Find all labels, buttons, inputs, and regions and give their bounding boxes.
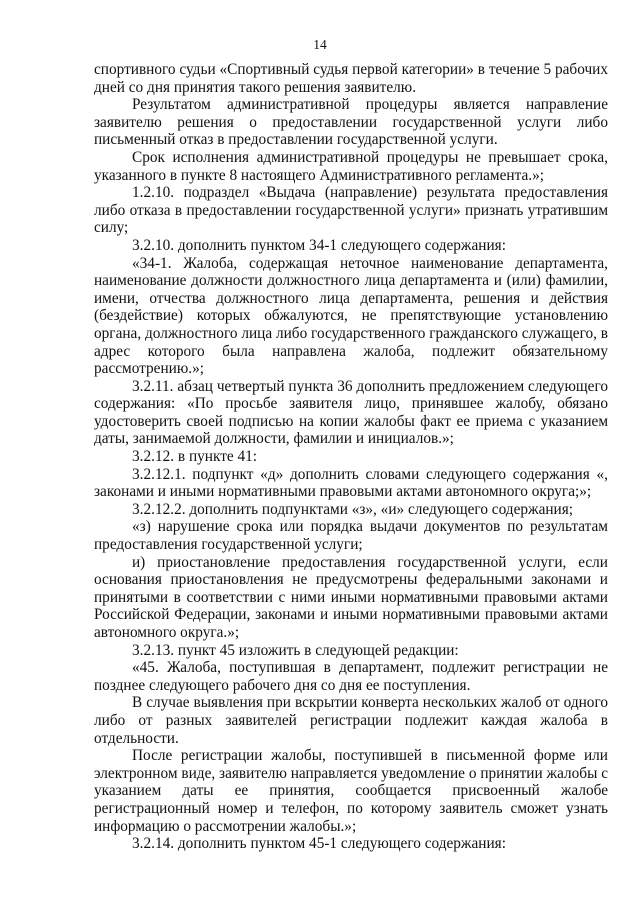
page-number: 14	[313, 37, 327, 52]
paragraph-1-2-10: 1.2.10. подраздел «Выдача (направление) результата предоставления либо отказа в предоставлении государственной услуги» признать утратившим силу;	[94, 184, 608, 237]
paragraph-34-1: «34-1. Жалоба, содержащая неточное наименование департамента, наименование должности должностного лица департамента и (или) фамилии, имени, отчества должностного лица департамента, решения и действия (бездействие) которых обжалуются, не препятствующие установлению органа, должностного лица либо государственного гражданского служащего, в адрес которого была направлена жалоба, подлежит обязательному рассмотрению.»;	[94, 254, 608, 378]
paragraph-subitem-i: и) приостановление предоставления государственной услуги, если основания приостановления не предусмотрены федеральными законами и принятыми в соответствии с ними иными нормативными правовыми актами Российской Федерации, законами и иными нормативными правовыми актами автономного округа.»;	[94, 553, 608, 641]
paragraph-multiple-complaints: В случае выявления при вскрытии конверта нескольких жалоб от одного либо от разных заявителей регистрации подлежит каждая жалоба в отдельности.	[94, 694, 608, 747]
paragraph-3-2-12-1: 3.2.12.1. подпункт «д» дополнить словами следующего содержания «, законами и иными нормативными правовыми актами автономного округа;»;	[94, 465, 608, 501]
paragraph-deadline: Срок исполнения административной процедуры не превышает срока, указанного в пункте 8 настоящего Административного регламента.»;	[94, 148, 608, 184]
paragraph-3-2-12: 3.2.12. в пункте 41:	[132, 448, 258, 466]
paragraph-3-2-13: 3.2.13. пункт 45 изложить в следующей редакции:	[132, 641, 459, 659]
paragraph-after-registration: После регистрации жалобы, поступившей в письменной форме или электронном виде, заявителю направляется уведомление о принятии жалобы с указанием даты ее принятия, сообщается присвоенный жалобе регистрационный номер и телефон, по которому заявитель сможет узнать информацию о рассмотрении жалобы.»;	[94, 747, 608, 835]
paragraph-3-2-11: 3.2.11. абзац четвертый пункта 36 дополнить предложением следующего содержания: «По просьбе заявителя лицо, принявшее жалобу, обязано удостоверить своей подписью на копии жалобы факт ее приема с указанием даты, занимаемой должности, фамилии и инициалов.»;	[94, 377, 608, 448]
paragraph-3-2-12-2: 3.2.12.2. дополнить подпунктами «з», «и» следующего содержания;	[132, 500, 574, 518]
paragraph-3-2-10: 3.2.10. дополнить пунктом 34-1 следующего содержания:	[132, 236, 506, 254]
paragraph-result: Результатом административной процедуры является направление заявителю решения о предоставлении государственной услуги либо письменный отказ в предоставлении государственной услуги.	[94, 96, 608, 149]
paragraph-45: «45. Жалоба, поступившая в департамент, подлежит регистрации не позднее следующего рабочего дня со дня ее поступления.	[94, 659, 608, 694]
paragraph-3-2-14: 3.2.14. дополнить пунктом 45-1 следующего содержания:	[132, 835, 506, 853]
paragraph-subitem-z: «з) нарушение срока или порядка выдачи документов по результатам предоставления государственной услуги;	[94, 518, 608, 554]
document-body	[94, 61, 608, 853]
paragraph-continuation: спортивного судьи «Спортивный судья первой категории» в течение 5 рабочих дней со дня принятия такого решения заявителю.	[94, 61, 608, 96]
